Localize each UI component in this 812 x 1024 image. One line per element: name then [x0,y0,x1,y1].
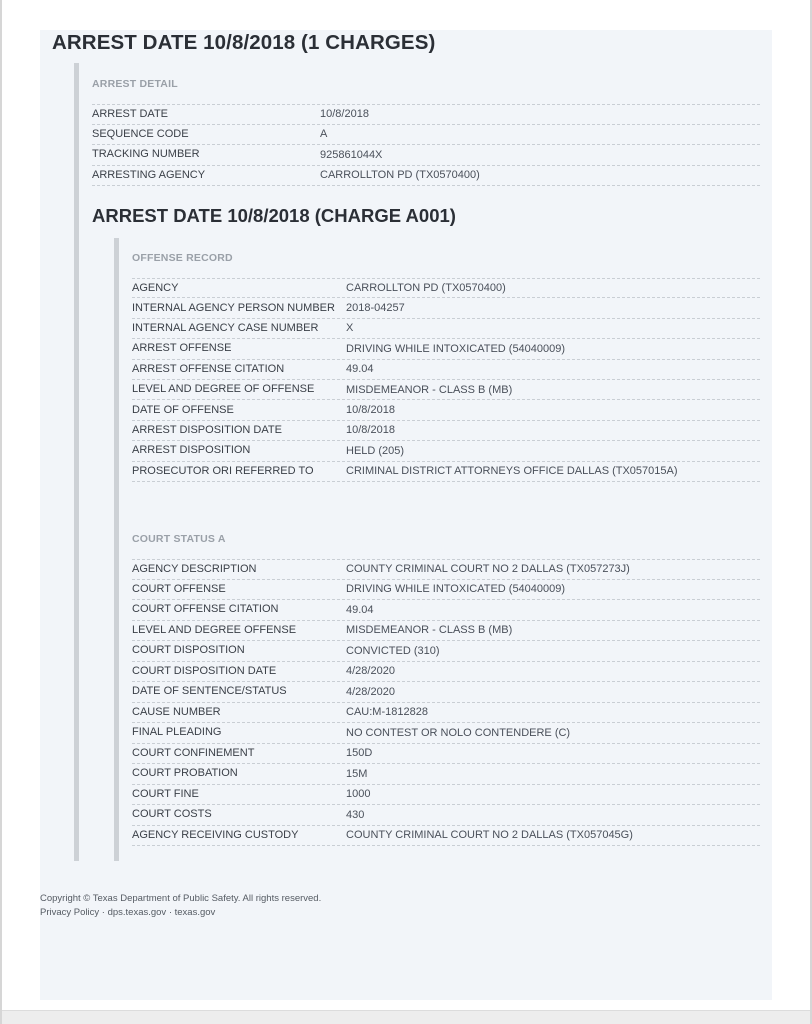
field-value: NO CONTEST OR NOLO CONTENDERE (C) [346,726,571,739]
offense-record-table [132,278,760,482]
field-value: 49.04 [346,363,374,376]
field-value: MISDEMEANOR - CLASS B (MB) [346,383,513,396]
field-label: FINAL PLEADING [132,726,222,739]
outer-section-bar [74,63,79,861]
field-label: CAUSE NUMBER [132,705,221,718]
field-value: CARROLLTON PD (TX0570400) [346,282,506,295]
kv-row [132,805,760,826]
kv-row [132,662,760,683]
field-label: DATE OF OFFENSE [132,403,234,416]
field-label: COURT CONFINEMENT [132,746,255,759]
kv-row [132,339,760,359]
kv-row [132,441,760,461]
field-value: COUNTY CRIMINAL COURT NO 2 DALLAS (TX057273J) [346,563,630,576]
field-value: 1000 [346,788,371,801]
footer [40,892,321,920]
kv-row [132,380,760,400]
kv-row [132,462,760,482]
field-value: CARROLLTON PD (TX0570400) [320,169,480,182]
field-label: COURT DISPOSITION [132,644,245,657]
field-value: 10/8/2018 [346,424,395,437]
field-label: AGENCY [132,281,179,294]
field-value: A [320,128,328,141]
kv-row [132,621,760,642]
field-label: LEVEL AND DEGREE OFFENSE [132,623,297,636]
page-title: ARREST DATE 10/8/2018 (1 CHARGES) [52,31,436,54]
kv-row [132,744,760,765]
field-label: ARREST OFFENSE [132,342,232,355]
kv-row [132,319,760,339]
field-value: HELD (205) [346,444,405,457]
field-value: DRIVING WHILE INTOXICATED (54040009) [346,583,566,596]
kv-row [92,166,760,187]
field-value: CONVICTED (310) [346,644,440,657]
field-label: COURT DISPOSITION DATE [132,664,277,677]
field-label: AGENCY RECEIVING CUSTODY [132,828,299,841]
field-label: ARREST OFFENSE CITATION [132,362,285,375]
kv-row [92,104,760,125]
field-value: DRIVING WHILE INTOXICATED (54040009) [346,342,566,355]
inner-section-bar [114,238,119,861]
field-value: COUNTY CRIMINAL COURT NO 2 DALLAS (TX057045G) [346,829,633,842]
kv-row [132,641,760,662]
field-value: 10/8/2018 [320,108,369,121]
field-label: ARRESTING AGENCY [92,168,206,181]
field-label: COURT OFFENSE [132,582,226,595]
offense-record-label: OFFENSE RECORD [132,252,233,264]
field-label: DATE OF SENTENCE/STATUS [132,685,287,698]
field-value: 430 [346,808,365,821]
court-status-table [132,559,760,846]
field-label: COURT OFFENSE CITATION [132,603,279,616]
field-label: AGENCY DESCRIPTION [132,562,257,575]
arrest-detail-table [92,104,760,186]
field-value: CRIMINAL DISTRICT ATTORNEYS OFFICE DALLAS (TX057015A) [346,465,678,478]
kv-row [132,580,760,601]
charge-title: ARREST DATE 10/8/2018 (CHARGE A001) [92,205,456,226]
kv-row [92,125,760,146]
kv-row [92,145,760,166]
field-value: CAU:M-1812828 [346,706,428,719]
field-value: 2018-04257 [346,302,405,315]
field-label: COURT PROBATION [132,767,238,780]
kv-row [132,826,760,847]
field-label: ARREST DATE [92,107,168,120]
kv-row [132,600,760,621]
kv-row [132,785,760,806]
kv-row [132,421,760,441]
field-label: INTERNAL AGENCY PERSON NUMBER [132,301,335,314]
kv-row [132,278,760,298]
footer-links[interactable]: Privacy Policy · dps.texas.gov · texas.gov [40,907,216,918]
field-label: ARREST DISPOSITION [132,444,251,457]
kv-row [132,703,760,724]
field-label: SEQUENCE CODE [92,127,189,140]
field-label: COURT FINE [132,787,199,800]
kv-row [132,298,760,318]
kv-row [132,764,760,785]
field-label: PROSECUTOR ORI REFERRED TO [132,464,314,477]
court-status-label: COURT STATUS A [132,533,226,545]
field-value: 150D [346,747,373,760]
field-label: INTERNAL AGENCY CASE NUMBER [132,321,319,334]
field-value: MISDEMEANOR - CLASS B (MB) [346,624,513,637]
kv-row [132,723,760,744]
field-value: 10/8/2018 [346,404,395,417]
arrest-detail-label: ARREST DETAIL [92,78,178,90]
kv-row [132,360,760,380]
field-label: LEVEL AND DEGREE OF OFFENSE [132,383,315,396]
field-label: TRACKING NUMBER [92,148,200,161]
field-value: 925861044X [320,148,383,161]
field-label: ARREST DISPOSITION DATE [132,423,282,436]
bottom-bar [0,1010,812,1024]
field-value: 4/28/2020 [346,665,395,678]
kv-row [132,682,760,703]
field-value: 4/28/2020 [346,685,395,698]
kv-row [132,559,760,580]
field-value: 15M [346,767,368,780]
field-value: X [346,322,354,335]
kv-row [132,400,760,420]
copyright-text: Copyright © Texas Department of Public Safety. All rights reserved. [40,893,322,904]
field-label: COURT COSTS [132,808,212,821]
field-value: 49.04 [346,603,374,616]
